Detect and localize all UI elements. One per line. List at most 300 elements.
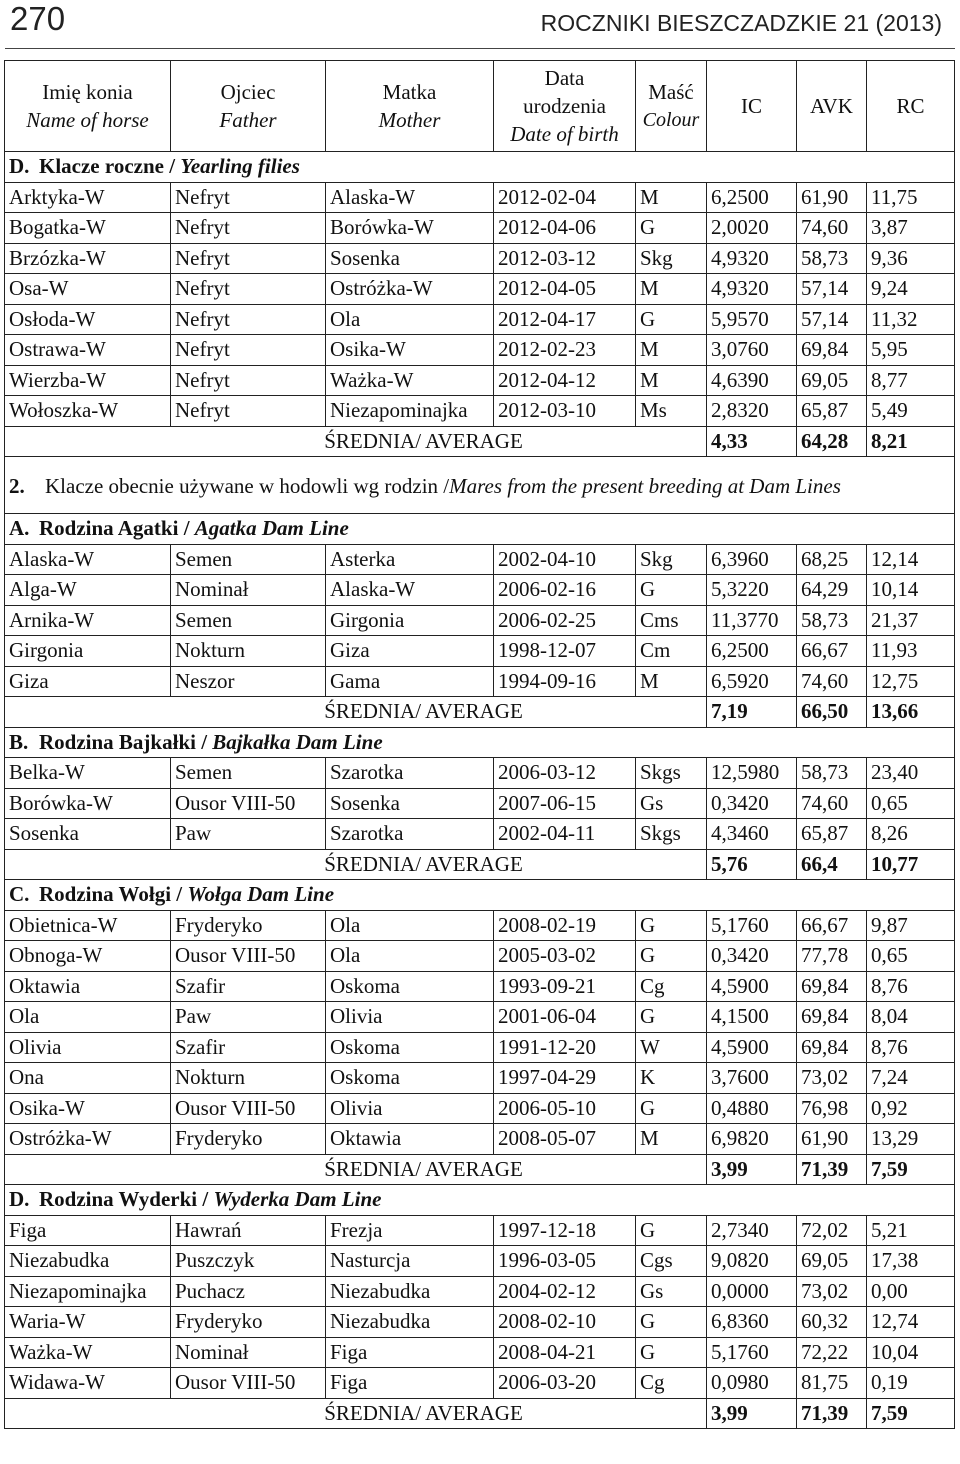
- average-row: [5, 1398, 955, 1429]
- cell-ic: 5,1760: [707, 1337, 797, 1368]
- table-row: [5, 1276, 955, 1307]
- cell-ic: 2,7340: [707, 1215, 797, 1246]
- cell-avk: 61,90: [797, 1124, 867, 1155]
- table-row: [5, 1063, 955, 1094]
- table-row: [5, 666, 955, 697]
- cell-rc: 12,74: [867, 1307, 955, 1338]
- cell-name: Brzózka-W: [5, 243, 171, 274]
- cell-name: Widawa-W: [5, 1368, 171, 1399]
- section-title-pl: Klacze roczne /: [39, 154, 176, 179]
- cell-rc: 9,36: [867, 243, 955, 274]
- cell-father: Nefryt: [171, 182, 326, 213]
- cell-father: Nefryt: [171, 335, 326, 366]
- cell-rc: 7,24: [867, 1063, 955, 1094]
- cell-ic: 5,9570: [707, 304, 797, 335]
- cell-name: Arktyka-W: [5, 182, 171, 213]
- average-rc: 13,66: [867, 697, 955, 728]
- col-avk-header: AVK: [797, 61, 867, 152]
- table-row: [5, 365, 955, 396]
- cell-date-of-birth: 2012-04-17: [494, 304, 636, 335]
- table-row: [5, 575, 955, 606]
- section-title: [5, 727, 955, 758]
- cell-colour: Skgs: [636, 758, 707, 789]
- cell-mother: Figa: [326, 1368, 494, 1399]
- cell-date-of-birth: 2006-03-12: [494, 758, 636, 789]
- average-ic: 5,76: [707, 849, 797, 880]
- section-title-pl: Rodzina Wyderki /: [39, 1187, 209, 1212]
- cell-father: Ousor VIII-50: [171, 1093, 326, 1124]
- cell-date-of-birth: 2012-03-10: [494, 396, 636, 427]
- cell-father: Hawrań: [171, 1215, 326, 1246]
- section-title-pl: Rodzina Agatki /: [39, 516, 190, 541]
- cell-avk: 57,14: [797, 274, 867, 305]
- average-avk: 66,4: [797, 849, 867, 880]
- table-row: [5, 213, 955, 244]
- cell-name: Olivia: [5, 1032, 171, 1063]
- cell-colour: G: [636, 575, 707, 606]
- cell-date-of-birth: 2008-02-10: [494, 1307, 636, 1338]
- cell-avk: 66,67: [797, 910, 867, 941]
- cell-avk: 69,84: [797, 1002, 867, 1033]
- cell-rc: 8,77: [867, 365, 955, 396]
- cell-date-of-birth: 2001-06-04: [494, 1002, 636, 1033]
- table-row: [5, 274, 955, 305]
- table-row: [5, 182, 955, 213]
- cell-colour: G: [636, 1002, 707, 1033]
- cell-avk: 61,90: [797, 182, 867, 213]
- cell-father: Nokturn: [171, 636, 326, 667]
- average-ic: 3,99: [707, 1154, 797, 1185]
- section-title-en: Wołga Dam Line: [187, 882, 335, 907]
- cell-ic: 0,0980: [707, 1368, 797, 1399]
- cell-ic: 5,1760: [707, 910, 797, 941]
- cell-mother: Sosenka: [326, 788, 494, 819]
- cell-name: Figa: [5, 1215, 171, 1246]
- journal-title: ROCZNIKI BIESZCZADZKIE 21 (2013): [540, 10, 942, 36]
- cell-colour: Skg: [636, 243, 707, 274]
- cell-mother: Ola: [326, 304, 494, 335]
- cell-name: Osa-W: [5, 274, 171, 305]
- cell-colour: M: [636, 274, 707, 305]
- cell-name: Waria-W: [5, 1307, 171, 1338]
- cell-rc: 8,26: [867, 819, 955, 850]
- cell-avk: 76,98: [797, 1093, 867, 1124]
- cell-ic: 0,3420: [707, 788, 797, 819]
- cell-date-of-birth: 2006-02-25: [494, 605, 636, 636]
- average-avk: 64,28: [797, 426, 867, 457]
- cell-father: Paw: [171, 819, 326, 850]
- table-row: [5, 1002, 955, 1033]
- cell-avk: 69,84: [797, 1032, 867, 1063]
- cell-ic: 9,0820: [707, 1246, 797, 1277]
- cell-rc: 12,14: [867, 544, 955, 575]
- cell-mother: Oskoma: [326, 971, 494, 1002]
- cell-mother: Giza: [326, 636, 494, 667]
- cell-avk: 69,84: [797, 335, 867, 366]
- table-body: [5, 152, 955, 1429]
- section-title-row: [5, 727, 955, 758]
- cell-avk: 74,60: [797, 666, 867, 697]
- cell-colour: M: [636, 365, 707, 396]
- cell-date-of-birth: 1997-12-18: [494, 1215, 636, 1246]
- cell-avk: 58,73: [797, 605, 867, 636]
- average-avk: 66,50: [797, 697, 867, 728]
- cell-mother: Ostróżka-W: [326, 274, 494, 305]
- cell-father: Nokturn: [171, 1063, 326, 1094]
- cell-mother: Borówka-W: [326, 213, 494, 244]
- cell-ic: 4,5900: [707, 1032, 797, 1063]
- cell-name: Osłoda-W: [5, 304, 171, 335]
- cell-ic: 4,9320: [707, 274, 797, 305]
- horse-table: [4, 60, 955, 1429]
- section-title: [5, 880, 955, 911]
- col-ic-header: IC: [707, 61, 797, 152]
- section-title-en: Agatka Dam Line: [194, 516, 349, 541]
- group-number: 2.: [9, 474, 25, 499]
- cell-mother: Frezja: [326, 1215, 494, 1246]
- cell-colour: Gs: [636, 1276, 707, 1307]
- cell-name: Ostróżka-W: [5, 1124, 171, 1155]
- cell-father: Fryderyko: [171, 1124, 326, 1155]
- cell-date-of-birth: 2012-04-05: [494, 274, 636, 305]
- average-ic: 7,19: [707, 697, 797, 728]
- average-rc: 7,59: [867, 1398, 955, 1429]
- table-row: [5, 1124, 955, 1155]
- cell-name: Sosenka: [5, 819, 171, 850]
- cell-ic: 6,2500: [707, 182, 797, 213]
- page-header: [0, 0, 960, 52]
- cell-avk: 65,87: [797, 396, 867, 427]
- cell-colour: M: [636, 182, 707, 213]
- cell-ic: 4,1500: [707, 1002, 797, 1033]
- cell-rc: 11,32: [867, 304, 955, 335]
- table-row: [5, 304, 955, 335]
- table-row: [5, 788, 955, 819]
- cell-name: Belka-W: [5, 758, 171, 789]
- cell-avk: 68,25: [797, 544, 867, 575]
- col-colour-header: Maść Colour: [636, 61, 707, 152]
- section-letter: D.: [9, 154, 30, 179]
- table-row: [5, 636, 955, 667]
- cell-colour: G: [636, 213, 707, 244]
- cell-date-of-birth: 2008-04-21: [494, 1337, 636, 1368]
- cell-avk: 69,05: [797, 365, 867, 396]
- cell-ic: 0,4880: [707, 1093, 797, 1124]
- cell-date-of-birth: 2006-05-10: [494, 1093, 636, 1124]
- section-title-row: [5, 514, 955, 545]
- table-row: [5, 243, 955, 274]
- cell-ic: 2,8320: [707, 396, 797, 427]
- cell-colour: M: [636, 666, 707, 697]
- cell-name: Obnoga-W: [5, 941, 171, 972]
- cell-father: Ousor VIII-50: [171, 1368, 326, 1399]
- cell-colour: Ms: [636, 396, 707, 427]
- cell-colour: M: [636, 1124, 707, 1155]
- col-rc-header: RC: [867, 61, 955, 152]
- cell-mother: Ola: [326, 910, 494, 941]
- table-row: [5, 971, 955, 1002]
- cell-colour: G: [636, 1337, 707, 1368]
- average-label: ŚREDNIA/ AVERAGE: [5, 426, 707, 457]
- cell-colour: G: [636, 304, 707, 335]
- cell-date-of-birth: 2004-02-12: [494, 1276, 636, 1307]
- table-row: [5, 1215, 955, 1246]
- average-rc: 7,59: [867, 1154, 955, 1185]
- section-title: [5, 152, 955, 183]
- section-title-row: [5, 1185, 955, 1216]
- cell-date-of-birth: 2005-03-02: [494, 941, 636, 972]
- cell-ic: 6,5920: [707, 666, 797, 697]
- cell-date-of-birth: 2008-05-07: [494, 1124, 636, 1155]
- section-title-pl: Rodzina Bajkałki /: [39, 729, 208, 754]
- cell-colour: Cms: [636, 605, 707, 636]
- table-row: [5, 1307, 955, 1338]
- cell-colour: G: [636, 941, 707, 972]
- cell-date-of-birth: 2002-04-11: [494, 819, 636, 850]
- cell-rc: 0,00: [867, 1276, 955, 1307]
- section-title: [5, 514, 955, 545]
- page-number: 270: [10, 0, 66, 37]
- cell-mother: Sosenka: [326, 243, 494, 274]
- average-label: ŚREDNIA/ AVERAGE: [5, 849, 707, 880]
- cell-colour: Cgs: [636, 1246, 707, 1277]
- cell-name: Girgonia: [5, 636, 171, 667]
- table-row: [5, 1246, 955, 1277]
- cell-name: Ostrawa-W: [5, 335, 171, 366]
- cell-father: Semen: [171, 605, 326, 636]
- cell-avk: 73,02: [797, 1063, 867, 1094]
- cell-avk: 77,78: [797, 941, 867, 972]
- cell-mother: Nasturcja: [326, 1246, 494, 1277]
- cell-colour: G: [636, 1093, 707, 1124]
- cell-rc: 12,75: [867, 666, 955, 697]
- cell-ic: 4,6390: [707, 365, 797, 396]
- average-row: [5, 1154, 955, 1185]
- cell-ic: 6,8360: [707, 1307, 797, 1338]
- cell-mother: Gama: [326, 666, 494, 697]
- cell-avk: 69,05: [797, 1246, 867, 1277]
- cell-mother: Niezapominajka: [326, 396, 494, 427]
- cell-father: Semen: [171, 544, 326, 575]
- cell-rc: 5,95: [867, 335, 955, 366]
- cell-colour: G: [636, 1215, 707, 1246]
- cell-father: Szafir: [171, 971, 326, 1002]
- cell-name: Niezabudka: [5, 1246, 171, 1277]
- cell-father: Nominał: [171, 575, 326, 606]
- cell-mother: Ola: [326, 941, 494, 972]
- cell-date-of-birth: 2008-02-19: [494, 910, 636, 941]
- cell-name: Osika-W: [5, 1093, 171, 1124]
- cell-avk: 60,32: [797, 1307, 867, 1338]
- cell-ic: 3,0760: [707, 335, 797, 366]
- cell-rc: 0,19: [867, 1368, 955, 1399]
- cell-father: Nefryt: [171, 365, 326, 396]
- cell-rc: 11,93: [867, 636, 955, 667]
- cell-name: Alga-W: [5, 575, 171, 606]
- cell-colour: G: [636, 910, 707, 941]
- cell-rc: 0,92: [867, 1093, 955, 1124]
- section-title-pl: Rodzina Wołgi /: [39, 882, 183, 907]
- cell-date-of-birth: 1994-09-16: [494, 666, 636, 697]
- cell-avk: 72,22: [797, 1337, 867, 1368]
- section-title-en: Wyderka Dam Line: [213, 1187, 382, 1212]
- cell-avk: 65,87: [797, 819, 867, 850]
- cell-date-of-birth: 2012-04-06: [494, 213, 636, 244]
- cell-father: Nefryt: [171, 213, 326, 244]
- cell-mother: Osika-W: [326, 335, 494, 366]
- cell-mother: Figa: [326, 1337, 494, 1368]
- cell-name: Wołoszka-W: [5, 396, 171, 427]
- cell-rc: 13,29: [867, 1124, 955, 1155]
- cell-ic: 6,2500: [707, 636, 797, 667]
- table-row: [5, 941, 955, 972]
- cell-rc: 21,37: [867, 605, 955, 636]
- cell-ic: 5,3220: [707, 575, 797, 606]
- cell-colour: Cg: [636, 971, 707, 1002]
- section-title-row: [5, 880, 955, 911]
- cell-rc: 10,04: [867, 1337, 955, 1368]
- cell-rc: 0,65: [867, 788, 955, 819]
- table-row: [5, 1368, 955, 1399]
- table-row: [5, 605, 955, 636]
- cell-rc: 9,87: [867, 910, 955, 941]
- average-label: ŚREDNIA/ AVERAGE: [5, 1154, 707, 1185]
- cell-mother: Szarotka: [326, 819, 494, 850]
- cell-name: Alaska-W: [5, 544, 171, 575]
- cell-date-of-birth: 2002-04-10: [494, 544, 636, 575]
- header-row: [5, 61, 955, 152]
- cell-mother: Girgonia: [326, 605, 494, 636]
- cell-father: Nefryt: [171, 304, 326, 335]
- cell-avk: 58,73: [797, 758, 867, 789]
- table-row: [5, 910, 955, 941]
- header-rule: [5, 48, 955, 49]
- cell-date-of-birth: 2007-06-15: [494, 788, 636, 819]
- cell-rc: 8,76: [867, 1032, 955, 1063]
- cell-date-of-birth: 2006-02-16: [494, 575, 636, 606]
- cell-name: Ważka-W: [5, 1337, 171, 1368]
- cell-rc: 23,40: [867, 758, 955, 789]
- cell-mother: Alaska-W: [326, 575, 494, 606]
- cell-name: Ola: [5, 1002, 171, 1033]
- group-text-en: Mares from the present breeding at Dam Lines: [449, 474, 841, 499]
- average-row: [5, 849, 955, 880]
- cell-rc: 5,49: [867, 396, 955, 427]
- cell-rc: 9,24: [867, 274, 955, 305]
- table-row: [5, 1093, 955, 1124]
- cell-date-of-birth: 1991-12-20: [494, 1032, 636, 1063]
- cell-date-of-birth: 2012-04-12: [494, 365, 636, 396]
- table-row: [5, 758, 955, 789]
- cell-name: Giza: [5, 666, 171, 697]
- cell-avk: 58,73: [797, 243, 867, 274]
- section-title-en: Bajkałka Dam Line: [212, 729, 383, 754]
- cell-rc: 11,75: [867, 182, 955, 213]
- cell-colour: K: [636, 1063, 707, 1094]
- cell-ic: 11,3770: [707, 605, 797, 636]
- cell-colour: G: [636, 1307, 707, 1338]
- cell-ic: 0,0000: [707, 1276, 797, 1307]
- cell-mother: Olivia: [326, 1093, 494, 1124]
- cell-mother: Alaska-W: [326, 182, 494, 213]
- cell-date-of-birth: 1993-09-21: [494, 971, 636, 1002]
- average-ic: 4,33: [707, 426, 797, 457]
- cell-name: Oktawia: [5, 971, 171, 1002]
- average-label: ŚREDNIA/ AVERAGE: [5, 1398, 707, 1429]
- cell-ic: 3,7600: [707, 1063, 797, 1094]
- cell-name: Wierzba-W: [5, 365, 171, 396]
- cell-avk: 69,84: [797, 971, 867, 1002]
- cell-father: Nefryt: [171, 274, 326, 305]
- group-text: [45, 472, 925, 500]
- table-row: [5, 544, 955, 575]
- cell-father: Semen: [171, 758, 326, 789]
- col-mother-header: Matka Mother: [326, 61, 494, 152]
- cell-colour: Skg: [636, 544, 707, 575]
- cell-date-of-birth: 2012-02-04: [494, 182, 636, 213]
- cell-rc: 8,76: [867, 971, 955, 1002]
- section-title-en: Yearling filies: [180, 154, 300, 179]
- cell-ic: 12,5980: [707, 758, 797, 789]
- section-letter: B.: [9, 729, 29, 754]
- cell-mother: Niezabudka: [326, 1276, 494, 1307]
- average-rc: 8,21: [867, 426, 955, 457]
- cell-name: Arnika-W: [5, 605, 171, 636]
- cell-avk: 81,75: [797, 1368, 867, 1399]
- cell-date-of-birth: 2006-03-20: [494, 1368, 636, 1399]
- cell-father: Nefryt: [171, 396, 326, 427]
- cell-mother: Szarotka: [326, 758, 494, 789]
- cell-name: Obietnica-W: [5, 910, 171, 941]
- cell-date-of-birth: 1996-03-05: [494, 1246, 636, 1277]
- cell-ic: 4,3460: [707, 819, 797, 850]
- cell-avk: 73,02: [797, 1276, 867, 1307]
- section-title-row: [5, 152, 955, 183]
- cell-date-of-birth: 2012-03-12: [494, 243, 636, 274]
- average-row: [5, 697, 955, 728]
- cell-name: Borówka-W: [5, 788, 171, 819]
- cell-mother: Oskoma: [326, 1063, 494, 1094]
- cell-colour: Cg: [636, 1368, 707, 1399]
- cell-father: Nefryt: [171, 243, 326, 274]
- cell-rc: 3,87: [867, 213, 955, 244]
- section-letter: C.: [9, 882, 30, 907]
- cell-colour: Gs: [636, 788, 707, 819]
- cell-mother: Asterka: [326, 544, 494, 575]
- cell-father: Fryderyko: [171, 1307, 326, 1338]
- group-heading-row: [5, 457, 955, 514]
- cell-avk: 66,67: [797, 636, 867, 667]
- cell-name: Niezapominajka: [5, 1276, 171, 1307]
- col-father-header: Ojciec Father: [171, 61, 326, 152]
- cell-father: Neszor: [171, 666, 326, 697]
- table-row: [5, 819, 955, 850]
- average-ic: 3,99: [707, 1398, 797, 1429]
- cell-avk: 57,14: [797, 304, 867, 335]
- cell-colour: W: [636, 1032, 707, 1063]
- cell-father: Ousor VIII-50: [171, 941, 326, 972]
- cell-ic: 4,5900: [707, 971, 797, 1002]
- average-label: ŚREDNIA/ AVERAGE: [5, 697, 707, 728]
- cell-rc: 10,14: [867, 575, 955, 606]
- section-title: [5, 1185, 955, 1216]
- cell-mother: Olivia: [326, 1002, 494, 1033]
- cell-ic: 6,3960: [707, 544, 797, 575]
- cell-father: Paw: [171, 1002, 326, 1033]
- cell-mother: Oskoma: [326, 1032, 494, 1063]
- cell-mother: Oktawia: [326, 1124, 494, 1155]
- cell-date-of-birth: 2012-02-23: [494, 335, 636, 366]
